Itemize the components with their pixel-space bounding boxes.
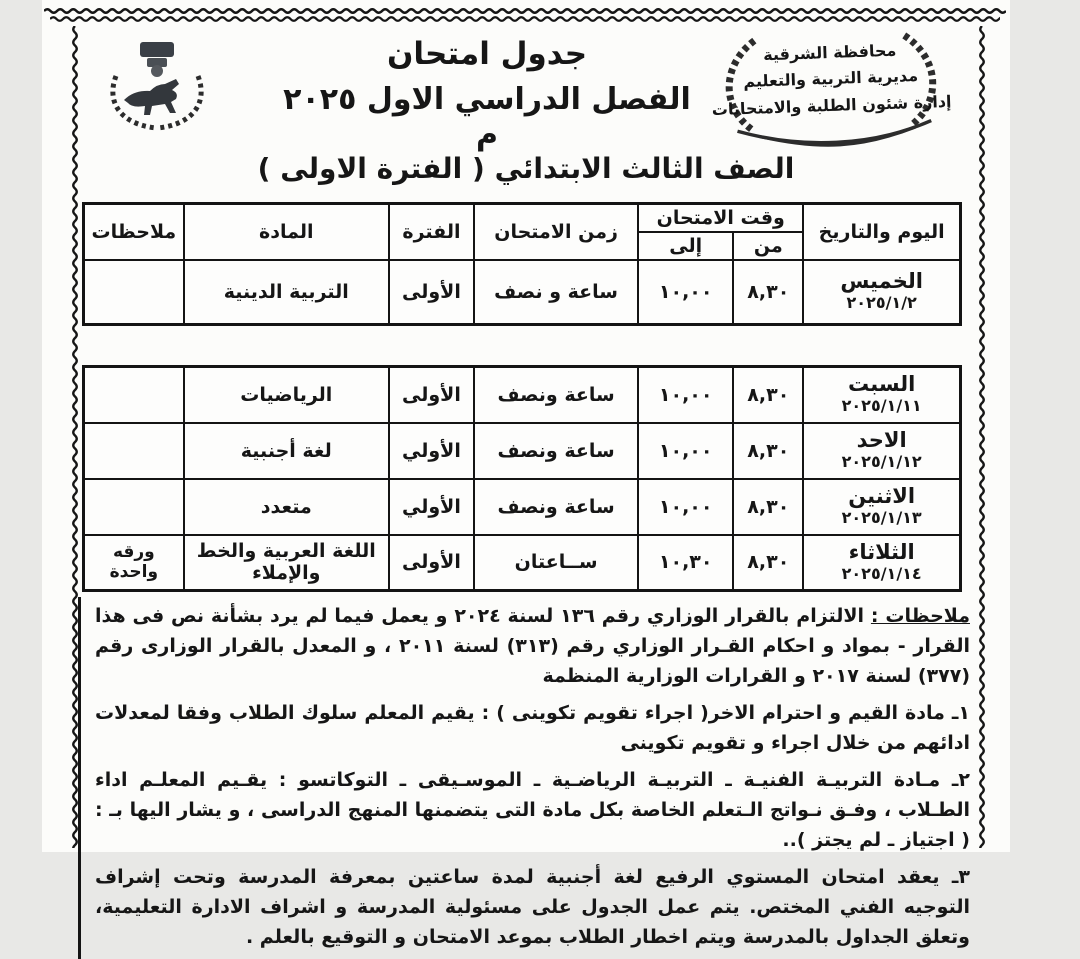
- cell-duration: ســاعتان: [474, 535, 638, 591]
- footnote-intro-label: ملاحظات :: [870, 605, 970, 627]
- cell-day: [803, 535, 960, 591]
- table-row: [84, 423, 961, 479]
- cell-duration: ساعة و نصف: [474, 260, 638, 324]
- table-row: [84, 367, 961, 423]
- day-name: الاحد: [856, 428, 907, 453]
- cell-day: [803, 479, 960, 535]
- stamp-line-2: مديرية التربية والتعليم: [743, 66, 919, 92]
- document-title: [272, 36, 702, 152]
- cell-day: [803, 367, 960, 423]
- cell-time-to: ١٠,٠٠: [638, 479, 733, 535]
- exam-schedule-table-header-block: [82, 202, 962, 326]
- cell-time-from: ٨,٣٠: [733, 367, 803, 423]
- day-date: ٢٠٢٥/١/١٢: [841, 452, 922, 472]
- document-header: [82, 28, 970, 156]
- cell-notes: [84, 260, 184, 324]
- cell-time-from: ٨,٣٠: [733, 479, 803, 535]
- exam-schedule-table-days-block: [82, 365, 962, 592]
- cell-time-to: ١٠,٠٠: [638, 367, 733, 423]
- col-header-notes: ملاحظات: [84, 204, 184, 261]
- footnote-intro: [95, 601, 970, 691]
- cell-duration: ساعة ونصف: [474, 367, 638, 423]
- footnotes-section: [78, 597, 978, 959]
- cell-time-from: ٨,٣٠: [733, 260, 803, 324]
- cell-period: الأولي: [389, 423, 474, 479]
- cell-day: [803, 260, 960, 324]
- document-page: [42, 0, 1010, 949]
- cell-period: الأولى: [389, 367, 474, 423]
- stamp-line-1: محافظة الشرقية: [762, 40, 897, 65]
- day-date: ٢٠٢٥/١/١١: [841, 396, 922, 416]
- directorate-stamp: [698, 19, 964, 154]
- cell-period: الأولى: [389, 535, 474, 591]
- day-name: الاثنين: [848, 484, 916, 509]
- table-row: [84, 535, 961, 591]
- cell-duration: ساعة ونصف: [474, 423, 638, 479]
- cell-subject: اللغة العربية والخط والإملاء: [184, 535, 389, 591]
- table-row: [84, 260, 961, 324]
- day-name: الخميس: [840, 269, 923, 294]
- title-line-1: جدول امتحان: [386, 36, 588, 72]
- col-header-duration: زمن الامتحان: [474, 204, 638, 261]
- footnote-item-1: ١ـ مادة القيم و احترام الاخر( اجراء تقويم تكوينى ) : يقيم المعلم سلوك الطلاب وفقا لمعدلات ادائهم من خلال اجراء و تقويم تكوينى: [95, 702, 970, 755]
- col-header-day: اليوم والتاريخ: [803, 204, 960, 261]
- table-row: [84, 479, 961, 535]
- cell-subject: التربية الدينية: [184, 260, 389, 324]
- day-date: ٢٠٢٥/١/٢: [846, 293, 917, 313]
- footnote-item-2: ٢ـ مـادة التربيـة الفنيـة ـ التربيـة الرياضـية ـ الموسـيقى ـ التوكاتسو : يقـيم المعلـم اداء الطـلاب ، وفـق نـواتج الـتعلم الخاصة بكل مادة التى يتضمنها المنهج الدراسى ، و يشار اليها بـ : ( اجتياز ـ لم يجتز )..: [95, 769, 970, 852]
- grade-and-period-subtitle: الصف الثالث الابتدائي ( الفترة الاولى ): [257, 152, 795, 185]
- cell-notes: [84, 367, 184, 423]
- cell-notes: [84, 479, 184, 535]
- day-name: السبت: [848, 372, 916, 397]
- cell-time-from: ٨,٣٠: [733, 423, 803, 479]
- cell-subject: لغة أجنبية: [184, 423, 389, 479]
- title-line-2: الفصل الدراسي الاول ٢٠٢٥ م: [283, 82, 691, 152]
- footnote-item-3: ٣ـ يعقد امتحان المستوي الرفيع لغة أجنبية لمدة ساعتين بمعرفة المدرسة وتحت إشراف التوجيه الفني المختص. يتم عمل الجدول على مسئولية المدرسة و اشراف الادارة التعليمية، وتعلق الجداول بالمدرسة ويتم اخطار الطلاب بموعد الامتحان و التوقيع بالعلم .: [95, 866, 970, 949]
- col-header-from: من: [733, 232, 803, 260]
- col-header-to: إلى: [638, 232, 733, 260]
- cell-notes: [84, 423, 184, 479]
- cell-time-to: ١٠,٣٠: [638, 535, 733, 591]
- cell-time-from: ٨,٣٠: [733, 535, 803, 591]
- col-header-exam-time: وقت الامتحان: [638, 204, 803, 233]
- cell-duration: ساعة ونصف: [474, 479, 638, 535]
- cell-subject: متعدد: [184, 479, 389, 535]
- day-date: ٢٠٢٥/١/١٤: [841, 563, 922, 583]
- governorate-logo-icon: [94, 38, 220, 138]
- cell-period: الأولي: [389, 479, 474, 535]
- cell-time-to: ١٠,٠٠: [638, 260, 733, 324]
- cell-time-to: ١٠,٠٠: [638, 423, 733, 479]
- stamp-text: [698, 35, 963, 123]
- cell-subject: الرياضيات: [184, 367, 389, 423]
- footnote-intro-text: الالتزام بالقرار الوزاري رقم ١٣٦ لسنة ٢٠٢٤ و يعمل فيما لم يرد بشأنة نص فى هذا القرار - بمواد و احكام القـرار الوزاري رقم (٣١٣) لسنة ٢٠١١ ، و المعدل بالقرار الوزارى رقم (٣٧٧) لسنة ٢٠١٧ و القرارات الوزارية المنظمة: [95, 605, 970, 688]
- day-date: ٢٠٢٥/١/١٣: [841, 508, 922, 528]
- stamp-line-3: إدارة شئون الطلبة والامتحانات: [711, 91, 952, 119]
- day-name: الثلاثاء: [848, 539, 915, 564]
- col-header-subject: المادة: [184, 204, 389, 261]
- col-header-period: الفترة: [389, 204, 474, 261]
- cell-notes: ورقه واحدة: [84, 535, 184, 591]
- cell-day: [803, 423, 960, 479]
- cell-period: الأولى: [389, 260, 474, 324]
